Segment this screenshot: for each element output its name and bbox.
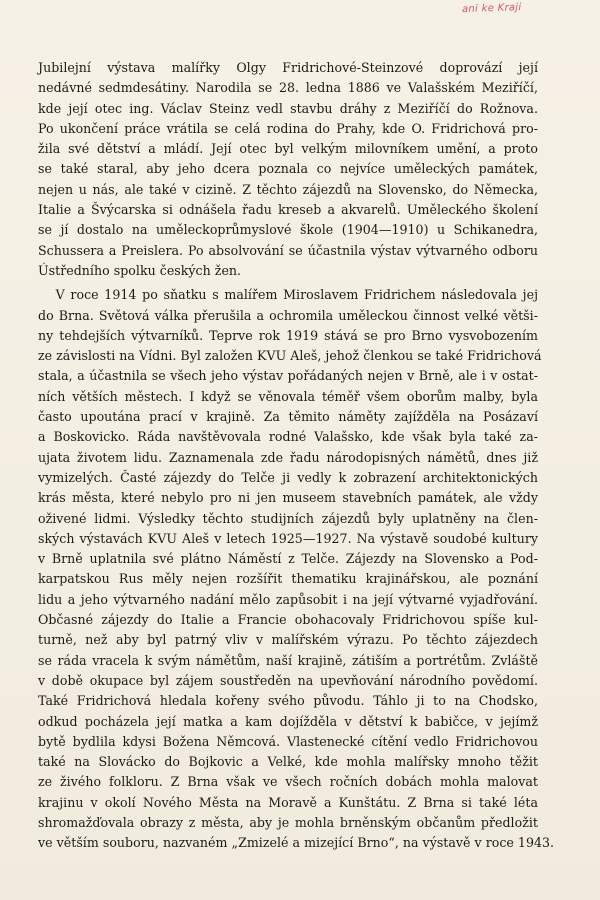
text-line: se jí dostalo na uměleckoprůmyslové škole (1904—1910) u Schikanedra, — [38, 222, 538, 238]
text-line: shromažďovala obrazy z města, aby je mohla brněnským občanům předložit — [38, 814, 538, 830]
article-body — [38, 58, 555, 858]
text-line: ních větších městech. I když se věnovala téměř všem oborům malby, byla — [38, 388, 538, 404]
text-line: Italie a Švýcarska si odnášela řadu kreseb a akvarelů. Uměleckého školení — [38, 202, 538, 218]
text-line: a Boskovicko. Ráda navštěvovala rodné Valašsko, kde však byla také za- — [38, 429, 538, 445]
text-line: Ústředního spolku českých žen. — [38, 262, 242, 278]
text-line: Schussera a Preislera. Po absolvování se účastnila výstav výtvarného odboru — [38, 242, 538, 258]
text-line: v Brně uplatnila své plátno Náměstí z Telče. Zájezdy na Slovensko a Pod- — [38, 551, 538, 567]
text-line: ujata životem lidu. Zaznamenala zde řadu národopisných námětů, dnes již — [38, 449, 538, 465]
text-line: vymizelých. Časté zájezdy do Telče ji vedly k zobrazení architektonických — [38, 469, 538, 485]
text-line: Jubilejní výstava malířky Olgy Fridrichové-Steinzové doprovází její — [38, 60, 538, 75]
text-line: ve větším souboru, nazvaném „Zmizelé a mizející Brno“, na výstavě v roce 1943. — [38, 835, 555, 851]
text-line: ze živého folkloru. Z Brna však ve všech ročních dobách mohla malovat — [38, 774, 538, 790]
text-line: krás města, které nebylo pro ni jen museem stavebních památek, ale vždy — [38, 490, 538, 506]
text-line: Občasné zájezdy do Italie a Francie obohacovaly Fridrichovou spíše kul- — [38, 612, 538, 628]
text-line: V roce 1914 po sňatku s malířem Miroslavem Fridrichem následovala jej — [55, 287, 538, 303]
text-line: odkud pocházela její matka a kam dojížděla v dětství k babičce, v jejímž — [38, 713, 538, 729]
text-line: Také Fridrichová hledala kořeny svého původu. Táhlo ji to na Chodsko, — [38, 693, 538, 709]
text-line: ze závislosti na Vídni. Byl založen KVU Aleš, jehož členkou se také Fridrichová — [38, 348, 542, 364]
text-line: oživené lidmi. Výsledky těchto studijních zájezdů byly uplatněny na člen- — [38, 510, 538, 526]
text-line: nejen u nás, ale také v cizině. Z těchto zájezdů na Slovensko, do Německa, — [38, 181, 538, 197]
text-line: lidu a jeho výtvarného nadání mělo zapůsobit i na její výtvarné vyjadřování. — [38, 591, 538, 607]
text-line: ských výstavách KVU Aleš v letech 1925—1927. Na výstavě soudobé kultury — [38, 530, 538, 546]
text-line: stala, a účastnila se všech jeho výstav pořádaných nejen v Brně, ale i v ostat- — [38, 368, 538, 384]
paragraph-2 — [38, 285, 555, 853]
text-line: nedávné sedmdesátiny. Narodila se 28. ledna 1886 ve Valašském Meziříčí, — [38, 80, 538, 96]
text-line: často upoutána prací v krajině. Za těmito náměty zajížděla na Posázaví — [38, 409, 538, 425]
text-line: žila své dětství a mládí. Její otec byl velkým milovníkem umění, a proto — [38, 141, 538, 157]
text-line: karpatskou Rus měly nejen rozšířit thematiku krajinářskou, ale poznání — [38, 571, 538, 587]
text-line: také na Slovácko do Bojkovic a Velké, kde mohla malířsky mnoho těžit — [38, 754, 538, 770]
text-line: se také staral, aby jeho dcera poznala co nejvíce uměleckých památek, — [38, 161, 538, 177]
paragraph-1 — [38, 58, 538, 281]
text-line: kde její otec ing. Václav Steinz vedl stavbu dráhy z Meziříčí do Rožnova. — [38, 100, 538, 116]
text-line: turně, než aby byl patrný vliv v malířském výrazu. Po těchto zájezdech — [38, 632, 538, 648]
text-line: ny tehdejších výtvarníků. Teprve rok 1919 stává se pro Brno vysvobozením — [38, 327, 538, 343]
text-line: Po ukončení práce vrátila se celá rodina do Prahy, kde O. Fridrichová pro- — [38, 120, 538, 136]
text-line: krajinu v okolí Nového Města na Moravě a Kunštátu. Z Brna si také léta — [38, 794, 538, 810]
handwritten-annotation: ani ke Kraji — [461, 2, 522, 16]
text-line: se ráda vracela k svým námětům, naší krajině, zátiším a portrétům. Zvláště — [38, 652, 538, 668]
text-line: bytě bydlila kdysi Božena Němcová. Vlastenecké cítění vedlo Fridrichovou — [38, 733, 538, 749]
text-line: v době okupace byl zájem soustředěn na upevňování národního povědomí. — [38, 672, 538, 688]
text-line: do Brna. Světová válka přerušila a ochromila uměleckou činnost velké větši- — [38, 307, 538, 323]
